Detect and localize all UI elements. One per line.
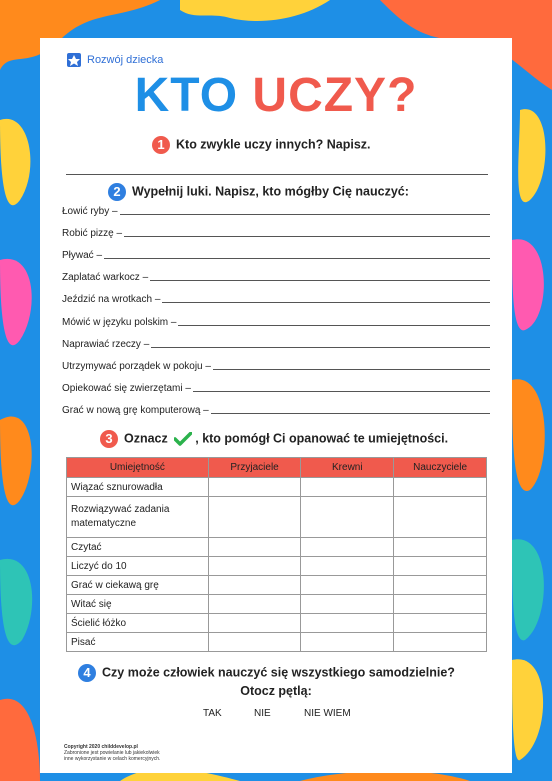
skill-cell: Witać się [67, 595, 209, 614]
fill-row [62, 339, 490, 350]
checkbox-cell[interactable] [301, 576, 394, 595]
question-2 [108, 183, 409, 201]
fill-label: Pływać – [62, 250, 103, 261]
fill-line[interactable] [213, 369, 490, 370]
page-title [40, 69, 512, 122]
fill-row [62, 383, 490, 394]
skill-cell: Czytać [67, 538, 209, 557]
checkbox-cell[interactable] [394, 576, 487, 595]
table-row [67, 497, 487, 538]
checkbox-cell[interactable] [208, 538, 301, 557]
fill-line[interactable] [120, 214, 490, 215]
answer-option-no[interactable]: NIE [254, 708, 271, 719]
fill-line[interactable] [104, 258, 490, 259]
fill-label: Opiekować się zwierzętami – [62, 383, 191, 394]
skill-cell: Grać w ciekawą grę [67, 576, 209, 595]
column-header: Umiejętność [67, 458, 209, 478]
checkbox-cell[interactable] [208, 478, 301, 497]
fill-row [62, 317, 490, 328]
logo [66, 52, 163, 68]
footer-line-1: Zabronione jest powielanie lub jakiekolwiek [64, 750, 160, 756]
fill-row [62, 272, 490, 283]
question-2-number: 2 [108, 183, 126, 201]
fill-row [62, 361, 490, 372]
checkbox-cell[interactable] [394, 633, 487, 652]
fill-label: Mówić w języku polskim – [62, 317, 177, 328]
skill-cell: Rozwiązywać zadania matematyczne [67, 497, 209, 538]
checkbox-cell[interactable] [301, 538, 394, 557]
footer-copyright: Copyright 2020 childdevelop.pl [64, 744, 138, 750]
answer-option-yes[interactable]: TAK [203, 708, 222, 719]
fill-label: Zaplatać warkocz – [62, 272, 149, 283]
checkbox-cell[interactable] [208, 557, 301, 576]
fill-label: Utrzymywać porządek w pokoju – [62, 361, 211, 372]
skill-cell: Wiązać sznurowadła [67, 478, 209, 497]
checkbox-cell[interactable] [208, 497, 301, 538]
question-3-number: 3 [100, 430, 118, 448]
table-row [67, 478, 487, 497]
fill-label: Łowić ryby – [62, 206, 118, 217]
fill-label: Grać w nową grę komputerową – [62, 405, 209, 416]
checkbox-cell[interactable] [394, 497, 487, 538]
checkbox-cell[interactable] [301, 595, 394, 614]
fill-label: Naprawiać rzeczy – [62, 339, 150, 350]
checkbox-cell[interactable] [208, 576, 301, 595]
question-4-text: Czy może człowiek nauczyć się wszystkiego samodzielnie? [102, 665, 455, 680]
checkbox-cell[interactable] [394, 595, 487, 614]
worksheet [40, 38, 512, 773]
skill-cell: Ścielić łóżko [67, 614, 209, 633]
fill-line[interactable] [162, 302, 490, 303]
checkbox-cell[interactable] [301, 497, 394, 538]
fill-line[interactable] [151, 347, 490, 348]
fill-row [62, 228, 490, 239]
skill-cell: Pisać [67, 633, 209, 652]
table-header-row [67, 458, 487, 478]
question-1 [152, 136, 371, 154]
fill-label: Robić pizzę – [62, 228, 123, 239]
table-row [67, 538, 487, 557]
column-header: Krewni [301, 458, 394, 478]
fill-line[interactable] [150, 280, 490, 281]
question-4 [78, 664, 455, 682]
checkbox-cell[interactable] [208, 595, 301, 614]
checkbox-cell[interactable] [208, 633, 301, 652]
table-row [67, 614, 487, 633]
checkbox-cell[interactable] [208, 614, 301, 633]
fill-line[interactable] [193, 391, 490, 392]
column-header: Przyjaciele [208, 458, 301, 478]
question-3-text-after: , kto pomógł Ci opanować te umiejętności. [195, 431, 449, 446]
title-part-1: KTO [134, 69, 239, 122]
fill-label: Jeździć na wrotkach – [62, 294, 161, 305]
fill-line[interactable] [178, 325, 490, 326]
table-row [67, 595, 487, 614]
fill-line[interactable] [211, 413, 490, 414]
checkbox-cell[interactable] [301, 557, 394, 576]
skills-table [66, 457, 487, 652]
checkbox-cell[interactable] [394, 614, 487, 633]
table-row [67, 557, 487, 576]
question-3 [100, 430, 448, 448]
checkmark-icon [174, 432, 192, 446]
footer-line-2: inne wykorzystanie w celach komercyjnych. [64, 756, 161, 762]
checkbox-cell[interactable] [394, 557, 487, 576]
fill-row [62, 294, 490, 305]
title-part-2: UCZY? [252, 69, 418, 122]
question-1-number: 1 [152, 136, 170, 154]
checkbox-cell[interactable] [394, 538, 487, 557]
logo-icon [66, 52, 82, 68]
fill-row [62, 250, 490, 261]
answer-option-dont-know[interactable]: NIE WIEM [304, 708, 351, 719]
fill-line[interactable] [124, 236, 490, 237]
question-2-text: Wypełnij luki. Napisz, kto mógłby Cię nauczyć: [132, 184, 409, 199]
column-header: Nauczyciele [394, 458, 487, 478]
fill-row [62, 206, 490, 217]
checkbox-cell[interactable] [394, 478, 487, 497]
question-4-number: 4 [78, 664, 96, 682]
checkbox-cell[interactable] [301, 478, 394, 497]
question-4-subtext: Otocz pętlą: [240, 684, 312, 698]
logo-text: Rozwój dziecka [87, 54, 164, 66]
question-1-text: Kto zwykle uczy innych? Napisz. [176, 137, 371, 152]
fill-row [62, 405, 490, 416]
checkbox-cell[interactable] [301, 633, 394, 652]
table-row [67, 633, 487, 652]
checkbox-cell[interactable] [301, 614, 394, 633]
footer [64, 744, 160, 762]
table-row [67, 576, 487, 595]
answer-line-1[interactable] [66, 174, 488, 175]
skill-cell: Liczyć do 10 [67, 557, 209, 576]
question-3-text-before: Oznacz [124, 431, 168, 446]
